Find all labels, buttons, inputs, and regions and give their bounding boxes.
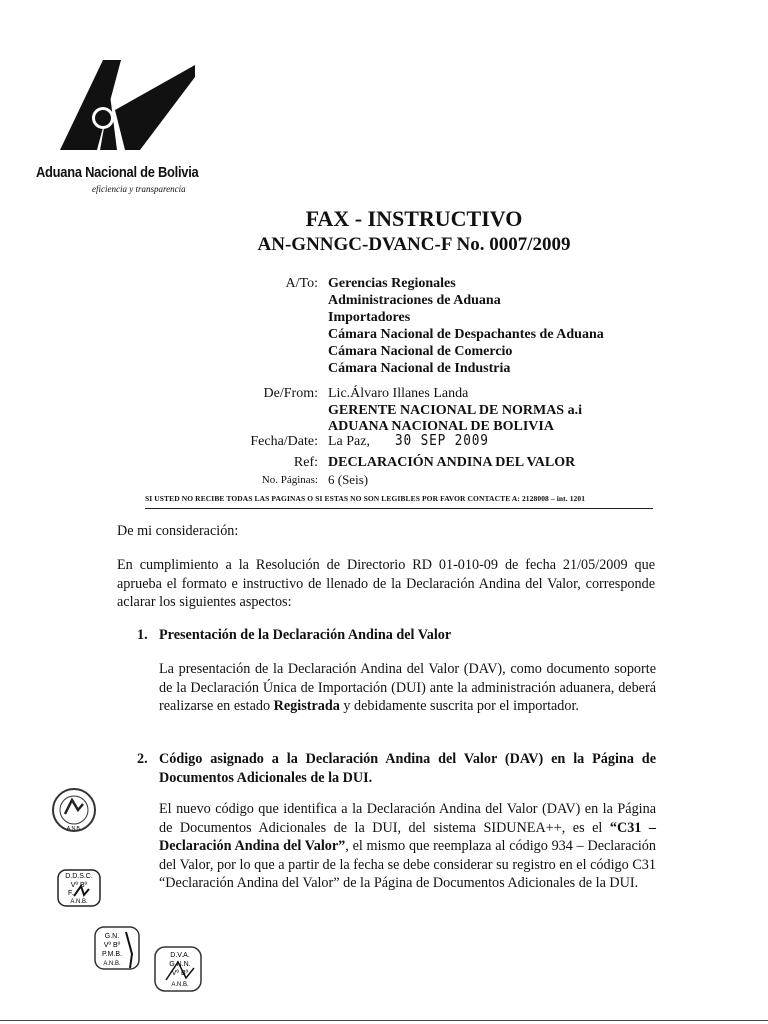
aduana-logo xyxy=(55,55,205,155)
gn-line-4: A.N.B. xyxy=(103,961,121,967)
section-1-text xyxy=(159,660,656,716)
from-entity: ADUANA NACIONAL DE BOLIVIA xyxy=(328,419,554,434)
document-number: AN-GNNGC-DVANC-F No. 0007/2009 xyxy=(257,234,571,255)
dva-line-3: Vº Bº xyxy=(171,970,189,977)
org-name: Aduana Nacional de Bolivia xyxy=(36,164,199,181)
to-line-5: Cámara Nacional de Comercio xyxy=(328,344,513,359)
section-1-text-bold: Registrada xyxy=(273,698,340,714)
to-line-3: Importadores xyxy=(328,310,411,325)
dgsc-line-1: D.D.S.C. xyxy=(65,873,93,880)
to-line-4: Cámara Nacional de Despachantes de Aduana xyxy=(328,327,604,342)
section-2-text xyxy=(159,800,656,893)
date-place: La Paz, xyxy=(328,434,370,449)
gn-stamp xyxy=(92,924,144,974)
from-label: De/From: xyxy=(263,386,318,401)
section-2-text-bold: “C31 – Declaración Andina del Valor” xyxy=(159,819,656,854)
to-label: A/To: xyxy=(285,276,318,291)
dva-stamp xyxy=(152,944,204,996)
section-1-text-b: y debidamente suscrita por el importador. xyxy=(339,698,579,714)
section-2-text-b: , el mismo que reemplaza al código 934 – Declaración del Valor, por lo que a partir de la fecha se debe considerar su registro en el código C31 “Declaración Andina del Valor” de la Página de Documentos Adicionales de la DUI. xyxy=(159,838,656,891)
dgsc-line-2: Vº Bº xyxy=(70,882,88,889)
section-2-text-a: El nuevo código que identifica a la Declaración Andina del Valor (DAV) en la Página de Documentos Adicionales de la DUI, del sistema SIDUNEA++, es el xyxy=(159,801,656,836)
pages-label: No. Páginas: xyxy=(261,474,318,486)
seal-text: A.N.B. xyxy=(66,826,82,832)
contact-notice: SI USTED NO RECIBE TODAS LAS PAGINAS O SI ESTAS NO SON LEGIBLES POR FAVOR CONTACTE A: 2128008 – int. 1201 xyxy=(145,494,586,503)
round-seal-stamp xyxy=(48,786,100,834)
to-line-2: Administraciones de Aduana xyxy=(328,293,501,308)
dva-line-2: G.N.N. xyxy=(169,961,191,968)
intro-paragraph: En cumplimiento a la Resolución de Directorio RD 01-010-09 de fecha 21/05/2009 que aprueba el formato e instructivo de llenado de la Declaración Andina del Valor, corresponde aclarar los siguientes aspectos: xyxy=(117,557,655,610)
ref-label: Ref: xyxy=(293,455,318,470)
section-2-number: 2. xyxy=(137,751,148,767)
dva-line-4: A.N.B. xyxy=(171,982,189,988)
dgsc-stamp xyxy=(56,868,102,908)
to-line-1: Gerencias Regionales xyxy=(328,276,456,291)
gn-line-1: G.N. xyxy=(104,933,120,940)
date-stamp: 30 SEP 2009 xyxy=(395,431,489,449)
greeting: De mi consideración: xyxy=(117,523,239,539)
gn-line-3: P.M.B. xyxy=(101,951,123,958)
section-2-heading: Código asignado a la Declaración Andina del Valor (DAV) en la Página de Documentos Adicionales de la DUI. xyxy=(159,751,656,786)
ref-value: DECLARACIÓN ANDINA DEL VALOR xyxy=(328,455,576,470)
to-line-6: Cámara Nacional de Industria xyxy=(328,361,511,376)
dgsc-line-3: F. xyxy=(68,890,74,897)
section-1-text-a: La presentación de la Declaración Andina del Valor (DAV), como documento soporte de la Declaración Única de Importación (DUI) ante la administración aduanera, deberá realizarse en estado xyxy=(159,661,656,714)
date-label: Fecha/Date: xyxy=(250,434,318,449)
from-title: GERENTE NACIONAL DE NORMAS a.i xyxy=(328,403,582,418)
header-divider xyxy=(145,508,653,509)
pages-value: 6 (Seis) xyxy=(328,472,369,487)
section-1-heading: Presentación de la Declaración Andina del Valor xyxy=(159,627,452,643)
org-tagline: eficiencia y transparencia xyxy=(92,184,186,194)
from-name: Lic.Álvaro Illanes Landa xyxy=(328,386,469,401)
page-bottom-edge xyxy=(0,1020,768,1021)
section-1-number: 1. xyxy=(137,627,148,643)
gn-line-2: Vº Bº xyxy=(103,942,121,949)
dva-line-1: D.V.A. xyxy=(170,952,190,959)
dgsc-line-4: A.N.B. xyxy=(70,899,88,905)
document-title: FAX - INSTRUCTIVO xyxy=(305,206,523,231)
